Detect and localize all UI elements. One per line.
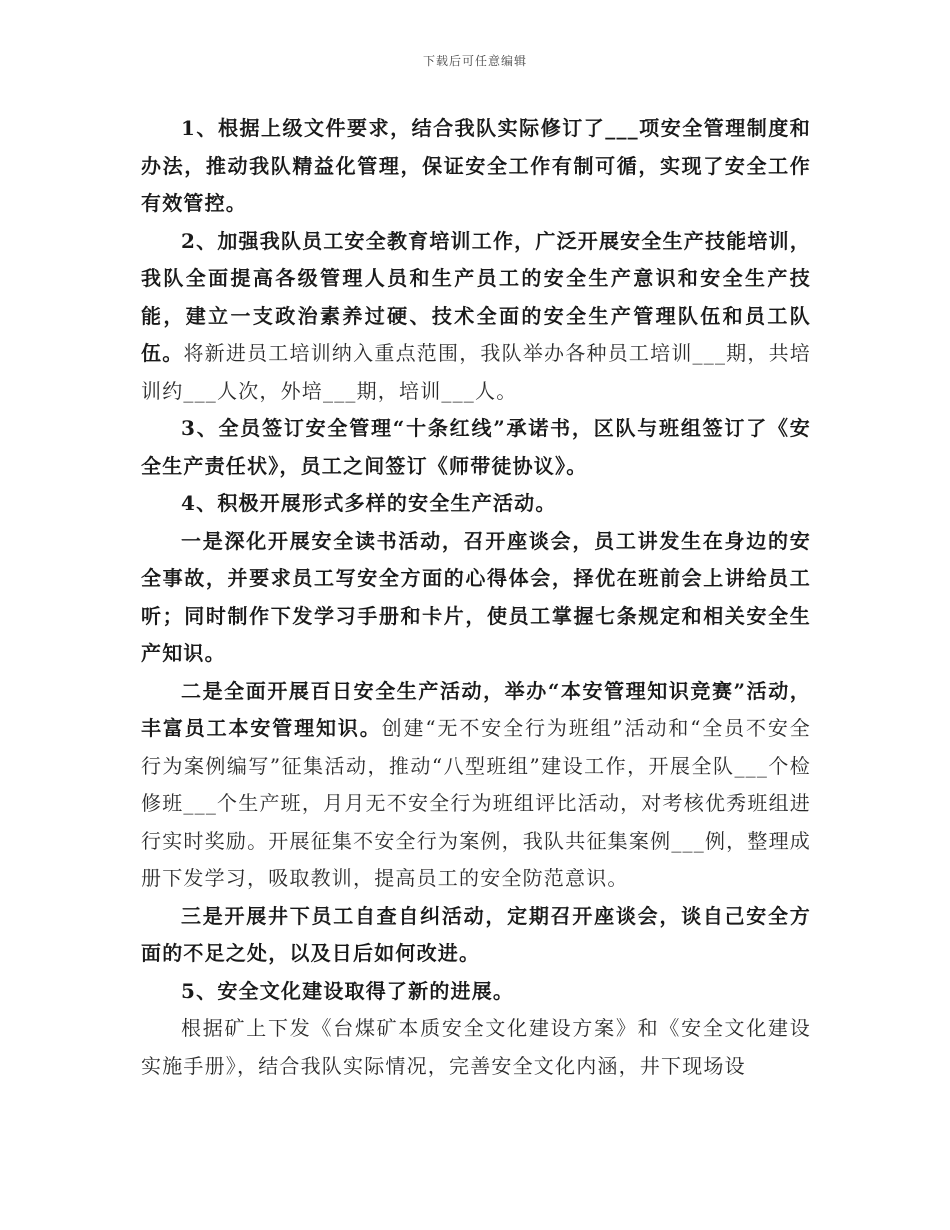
paragraph-1-bold: 1、根据上级文件要求，结合我队实际修订了___项安全管理制度和办法，推动我队精益化管理，保证安全工作有制可循，实现了安全工作有效管控。	[141, 116, 811, 215]
paragraph-6-normal: 创建“无不安全行为班组”活动和“全员不安全行为案例编写”征集活动，推动“八型班组”建设工作，开展全队___个检修班___个生产班，月月无不安全行为班组评比活动，对考核优秀班组进行实时奖励。开展征集不安全行为案例，我队共征集案例___例，整理成册下发学习，吸取教训，提高员工的安全防范意识。	[141, 716, 811, 890]
paragraph-6-bold: 二是全面开展百日安全生产活动，举办“本安管理知识竞赛”活动，丰富员工本安管理知识。	[141, 678, 811, 740]
paragraph-6	[141, 673, 811, 898]
page-header: 下载后可任意编辑	[422, 54, 527, 68]
document-body	[141, 110, 811, 1085]
paragraph-5-bold: 一是深化开展安全读书活动，召开座谈会，员工讲发生在身边的安全事故，并要求员工写安全方面的心得体会，择优在班前会上讲给员工听；同时制作下发学习手册和卡片，使员工掌握七条规定和相关安全生产知识。	[141, 528, 811, 665]
paragraph-7	[141, 898, 811, 973]
paragraph-9-normal: 根据矿上下发《台煤矿本质安全文化建设方案》和《安全文化建设实施手册》，结合我队实际情况，完善安全文化内涵，井下现场设	[141, 1016, 811, 1078]
paragraph-4-bold: 4、积极开展形式多样的安全生产活动。	[181, 491, 557, 515]
paragraph-5	[141, 523, 811, 673]
paragraph-3	[141, 410, 811, 485]
paragraph-8	[141, 973, 811, 1011]
paragraph-2	[141, 223, 811, 411]
paragraph-8-bold: 5、安全文化建设取得了新的进展。	[181, 978, 515, 1003]
paragraph-2-normal: 将新进员工培训纳入重点范围，我队举办各种员工培训___期，共培训约___人次，外培___期，培训___人。	[141, 341, 812, 403]
paragraph-3-bold: 3、全员签订安全管理“十条红线”承诺书，区队与班组签订了《安全生产责任状》，员工之间签订《师带徒协议》。	[141, 416, 811, 478]
paragraph-9	[141, 1010, 811, 1085]
paragraph-7-bold: 三是开展井下员工自查自纠活动，定期召开座谈会，谈自己安全方面的不足之处，以及日后如何改进。	[141, 903, 811, 965]
paragraph-1	[141, 110, 811, 223]
paragraph-4	[141, 485, 811, 523]
paragraph-2-bold: 2、加强我队员工安全教育培训工作，广泛开展安全生产技能培训，我队全面提高各级管理人员和生产员工的安全生产意识和安全生产技能，建立一支政治素养过硬、技术全面的安全生产管理队伍和员工队伍。	[141, 228, 811, 365]
